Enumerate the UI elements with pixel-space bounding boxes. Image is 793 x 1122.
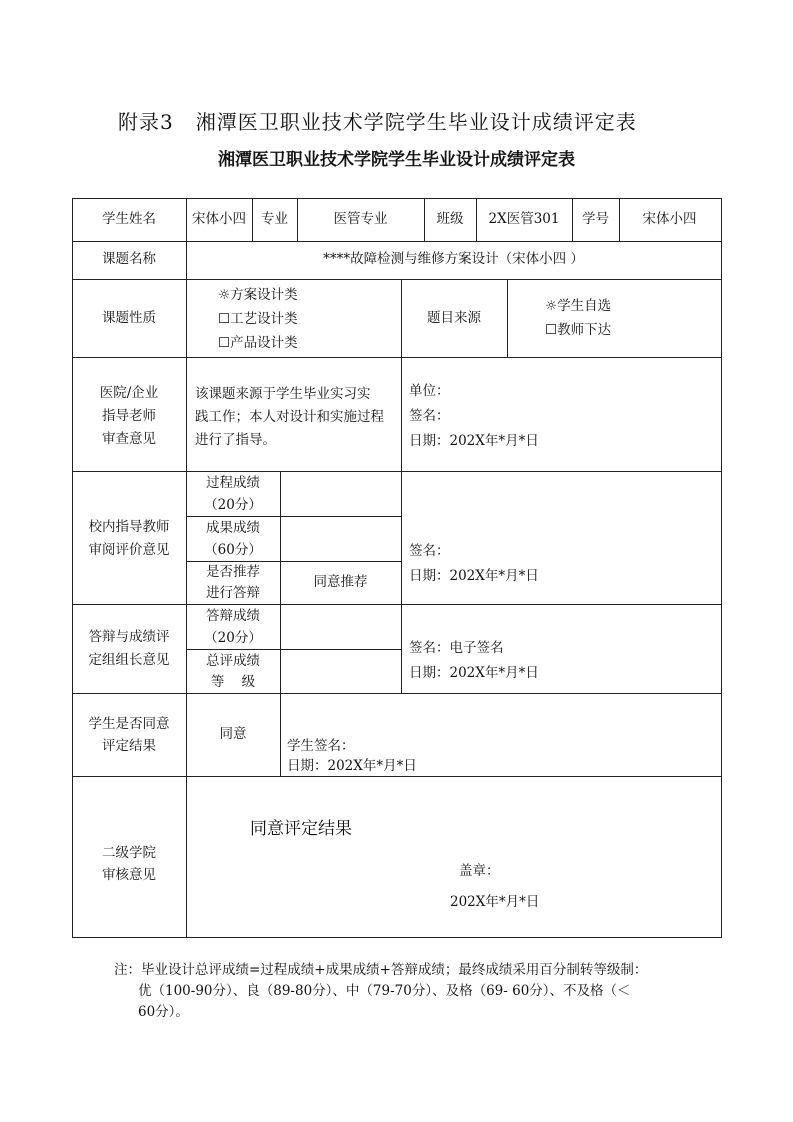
student-name-label: 学生姓名 — [102, 211, 156, 227]
appendix-title: 湘潭医卫职业技术学院学生毕业设计成绩评定表 — [195, 110, 637, 134]
hospital-comment-line1: 该课题来源于学生毕业实习实 — [195, 386, 371, 402]
hospital-label-line3: 审查意见 — [102, 431, 156, 447]
college-label-line1: 二级学院 — [102, 845, 156, 861]
defense-score-label-line2: （20分） — [204, 630, 262, 646]
row-divider — [72, 693, 721, 694]
school-date: 日期：202X年*月*日 — [409, 568, 539, 584]
school-label-line2: 审阅评价意见 — [88, 542, 170, 558]
row-divider — [72, 604, 721, 605]
student-name-value: 宋体小四 — [192, 211, 246, 227]
option-student-choice: ☼学生自选 — [545, 298, 612, 314]
topic-value: ****故障检测与维修方案设计（宋体小四 ） — [323, 251, 584, 267]
row-divider — [72, 279, 721, 280]
result-score-label-line2: （60分） — [204, 542, 262, 558]
college-label-line2: 审核意见 — [102, 867, 156, 883]
col-divider — [280, 693, 281, 776]
defense-date: 日期：202X年*月*日 — [409, 665, 539, 681]
seal-label: 盖章： — [459, 863, 500, 879]
major-label: 专业 — [261, 211, 288, 227]
option-scheme-design: ☼方案设计类 — [218, 287, 298, 303]
topic-source-label: 题目来源 — [427, 310, 481, 326]
topic-label: 课题名称 — [102, 251, 156, 267]
defense-score-label-line1: 答辩成绩 — [206, 608, 260, 624]
total-grade-label-line2: 等 级 — [210, 674, 256, 690]
defense-label-line2: 定组组长意见 — [88, 652, 170, 668]
student-id-label: 学号 — [582, 211, 609, 227]
college-opinion: 同意评定结果 — [250, 819, 352, 839]
topic-nature-label: 课题性质 — [102, 310, 156, 326]
class-value: 2X医管301 — [488, 211, 560, 227]
option-teacher-assigned: ☐教师下达 — [545, 322, 612, 338]
footnote — [114, 960, 647, 1023]
defense-sign-label: 签名：电子签名 — [409, 640, 504, 656]
hospital-unit-label: 单位： — [409, 383, 450, 399]
recommend-value: 同意推荐 — [313, 574, 368, 590]
hospital-label-line2: 指导老师 — [102, 408, 156, 424]
agree-label-line2: 评定结果 — [102, 738, 156, 754]
option-product-design: ☐产品设计类 — [218, 335, 298, 351]
agree-value: 同意 — [219, 726, 247, 742]
process-score-label-line2: （20分） — [204, 497, 262, 513]
defense-label-line1: 答辩与成绩评 — [88, 629, 170, 645]
student-sign-date: 日期：202X年*月*日 — [287, 758, 417, 774]
student-id-value: 宋体小四 — [642, 211, 697, 227]
hospital-label-line1: 医院/企业 — [99, 385, 159, 401]
footnote-line1: 注：毕业设计总评成绩=过程成绩+成果成绩+答辩成绩；最终成绩采用百分制转等级制： — [114, 962, 648, 978]
appendix-heading — [118, 106, 637, 135]
hospital-date: 日期：202X年*月*日 — [409, 433, 539, 449]
agree-label-line1: 学生是否同意 — [88, 716, 170, 732]
major-value: 医管专业 — [333, 211, 388, 227]
school-label-line1: 校内指导教师 — [88, 519, 170, 535]
row-divider — [72, 241, 721, 242]
footnote-line3: 60分）。 — [138, 1004, 189, 1020]
result-score-label-line1: 成果成绩 — [206, 520, 260, 536]
hospital-comment-line3: 进行了指导。 — [195, 432, 276, 448]
recommend-label-line2: 进行答辩 — [206, 585, 260, 601]
col-divider — [507, 279, 508, 357]
student-sign-label: 学生签名： — [287, 738, 355, 754]
appendix-label: 附录3 — [118, 110, 174, 134]
school-sign-label: 签名： — [409, 543, 450, 559]
total-grade-label-line1: 总评成绩 — [206, 653, 260, 669]
row-divider — [72, 357, 721, 358]
col-divider — [401, 279, 402, 693]
class-label: 班级 — [436, 211, 464, 227]
hospital-comment-line2: 践工作；本人对设计和实施过程 — [195, 409, 384, 425]
row-divider — [72, 471, 721, 472]
recommend-label-line1: 是否推荐 — [206, 564, 260, 580]
form-title: 湘潭医卫职业技术学院学生毕业设计成绩评定表 — [218, 150, 575, 170]
footnote-line2: 优（100-90分）、良（89-80分）、中（79-70分）、及格（69- 60分）、不及格（＜ — [138, 983, 631, 999]
college-date: 202X年*月*日 — [450, 894, 540, 910]
option-process-design: ☐工艺设计类 — [218, 311, 298, 327]
process-score-label-line1: 过程成绩 — [206, 475, 260, 491]
hospital-sign-label: 签名： — [409, 408, 450, 424]
